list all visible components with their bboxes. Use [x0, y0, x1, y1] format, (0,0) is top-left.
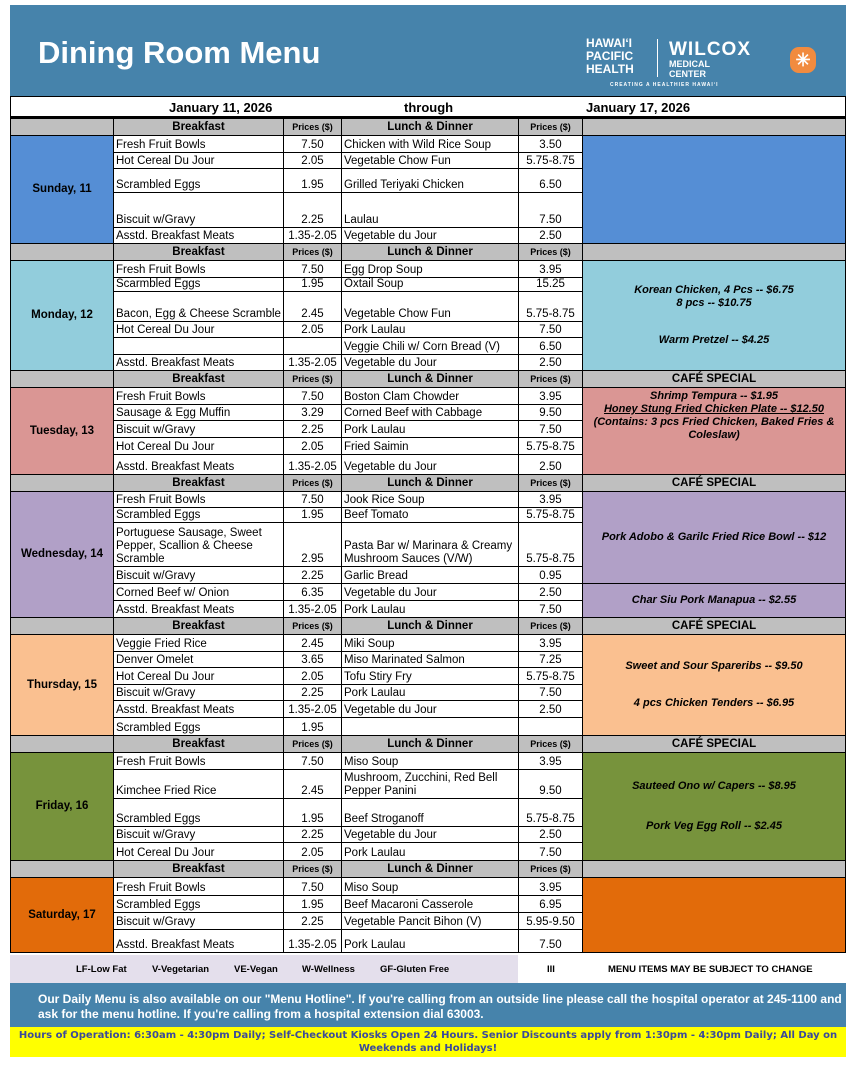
menu-row — [11, 584, 846, 601]
lunch-item: Egg Drop Soup — [342, 261, 519, 278]
lunch-item: Fried Saimin — [342, 438, 519, 455]
breakfast-price: 2.25 — [284, 567, 342, 584]
breakfast-price: 1.95 — [284, 718, 342, 736]
lunch-price — [519, 718, 583, 736]
lunch-price: 5.75-8.75 — [519, 153, 583, 169]
breakfast-price: 2.25 — [284, 193, 342, 228]
special-item: Sweet and Sour Spareribs -- $9.50 — [625, 659, 803, 672]
legend-item: W-Wellness — [302, 964, 355, 975]
lunch-dinner-heading: Lunch & Dinner — [342, 371, 519, 388]
lunch-item: Pork Laulau — [342, 421, 519, 438]
prices-heading: Prices ($) — [519, 244, 583, 261]
date-range — [10, 96, 846, 118]
lunch-price: 3.95 — [519, 635, 583, 652]
lunch-price: 5.75-8.75 — [519, 668, 583, 685]
lunch-item: Vegetable Chow Fun — [342, 292, 519, 322]
logo-mark-icon: ✳ — [790, 47, 816, 73]
lunch-price: 6.95 — [519, 896, 583, 913]
cafe-special-heading: CAFÉ SPECIAL — [583, 618, 846, 635]
breakfast-price: 1.95 — [284, 799, 342, 827]
breakfast-item: Biscuit w/Gravy — [114, 827, 284, 843]
lunch-item: Miso Soup — [342, 753, 519, 770]
menu-table — [10, 118, 846, 953]
lunch-dinner-heading: Lunch & Dinner — [342, 119, 519, 136]
prices-heading: Prices ($) — [284, 475, 342, 492]
header-blank — [11, 244, 114, 261]
lunch-price: 7.50 — [519, 685, 583, 701]
breakfast-price: 1.35-2.05 — [284, 355, 342, 371]
breakfast-price: 2.45 — [284, 635, 342, 652]
breakfast-item: Scrambled Eggs — [114, 169, 284, 193]
day-label: Sunday, 11 — [11, 136, 114, 244]
lunch-item: Vegetable du Jour — [342, 355, 519, 371]
breakfast-item: Biscuit w/Gravy — [114, 685, 284, 701]
prices-heading: Prices ($) — [284, 244, 342, 261]
breakfast-price: 2.25 — [284, 685, 342, 701]
breakfast-price: 2.05 — [284, 668, 342, 685]
breakfast-item: Fresh Fruit Bowls — [114, 388, 284, 405]
lunch-price: 2.50 — [519, 701, 583, 718]
breakfast-price: 2.05 — [284, 438, 342, 455]
legend — [10, 955, 518, 983]
menu-row — [11, 753, 846, 770]
lunch-dinner-heading: Lunch & Dinner — [342, 861, 519, 878]
breakfast-item: Asstd. Breakfast Meats — [114, 930, 284, 953]
special-item: Warm Pretzel -- $4.25 — [658, 333, 770, 346]
breakfast-heading: Breakfast — [114, 736, 284, 753]
day-label: Friday, 16 — [11, 753, 114, 861]
day-label: Saturday, 17 — [11, 878, 114, 953]
breakfast-item: Fresh Fruit Bowls — [114, 136, 284, 153]
section-header-row — [11, 119, 846, 136]
breakfast-heading: Breakfast — [114, 119, 284, 136]
legend-item: VE-Vegan — [234, 964, 278, 975]
breakfast-item: Bacon, Egg & Cheese Scramble — [114, 292, 284, 322]
lunch-price: 2.50 — [519, 827, 583, 843]
special-item: Pork Adobo & Garilc Fried Rice Bowl -- $12 — [601, 531, 827, 543]
special-item: (Contains: 3 pcs Fried Chicken, Baked Fries & Coleslaw) — [593, 416, 835, 441]
lunch-price: 7.25 — [519, 652, 583, 668]
breakfast-heading: Breakfast — [114, 618, 284, 635]
breakfast-price: 2.45 — [284, 770, 342, 799]
special-cell — [583, 388, 846, 475]
section-header-row — [11, 861, 846, 878]
lunch-item: Mushroom, Zucchini, Red Bell Pepper Panini — [342, 770, 519, 799]
section-header-row — [11, 371, 846, 388]
section-header-row — [11, 244, 846, 261]
breakfast-item: Asstd. Breakfast Meats — [114, 355, 284, 371]
lunch-item: Oxtail Soup — [342, 278, 519, 292]
breakfast-price: 1.95 — [284, 896, 342, 913]
breakfast-item: Biscuit w/Gravy — [114, 421, 284, 438]
special-item: Shrimp Tempura -- $1.95 — [650, 390, 778, 402]
special-list — [583, 388, 845, 474]
breakfast-item: Veggie Fried Rice — [114, 635, 284, 652]
notice-area — [518, 955, 846, 983]
menu-row — [11, 635, 846, 652]
prices-heading: Prices ($) — [519, 119, 583, 136]
breakfast-item: Scrambled Eggs — [114, 896, 284, 913]
breakfast-item: Fresh Fruit Bowls — [114, 261, 284, 278]
lunch-price: 7.50 — [519, 322, 583, 338]
header-blank — [11, 736, 114, 753]
breakfast-price: 7.50 — [284, 492, 342, 508]
menu-row — [11, 388, 846, 405]
lunch-price: 3.95 — [519, 753, 583, 770]
header-blank — [11, 475, 114, 492]
breakfast-price: 1.35-2.05 — [284, 228, 342, 244]
breakfast-price: 6.35 — [284, 584, 342, 601]
lunch-price: 9.50 — [519, 405, 583, 421]
special-cell — [583, 261, 846, 371]
special-list — [583, 584, 845, 617]
special-item: Char Siu Pork Manapua -- $2.55 — [631, 594, 797, 606]
breakfast-price: 7.50 — [284, 753, 342, 770]
breakfast-price: 7.50 — [284, 136, 342, 153]
day-label: Monday, 12 — [11, 261, 114, 371]
lunch-item: Corned Beef with Cabbage — [342, 405, 519, 421]
menu-row — [11, 261, 846, 278]
special-cell — [583, 136, 846, 244]
breakfast-item: Hot Cereal Du Jour — [114, 153, 284, 169]
logo-divider — [657, 39, 658, 77]
breakfast-item: Denver Omelet — [114, 652, 284, 668]
lunch-item: Tofu Stiry Fry — [342, 668, 519, 685]
prices-heading: Prices ($) — [519, 618, 583, 635]
breakfast-item: Biscuit w/Gravy — [114, 913, 284, 930]
special-cell — [583, 878, 846, 953]
logo-sub: MEDICAL CENTER — [669, 59, 710, 79]
lunch-price: 9.50 — [519, 770, 583, 799]
change-notice: MENU ITEMS MAY BE SUBJECT TO CHANGE — [608, 964, 813, 975]
section-header-row — [11, 475, 846, 492]
special-cell — [583, 753, 846, 861]
breakfast-item: Biscuit w/Gravy — [114, 193, 284, 228]
breakfast-item: Fresh Fruit Bowls — [114, 492, 284, 508]
lunch-item: Jook Rice Soup — [342, 492, 519, 508]
legend-item: GF-Gluten Free — [380, 964, 450, 975]
breakfast-price: 1.35-2.05 — [284, 601, 342, 618]
breakfast-price — [284, 338, 342, 355]
breakfast-price: 3.29 — [284, 405, 342, 421]
breakfast-item: Biscuit w/Gravy — [114, 567, 284, 584]
special-item: Sauteed Ono w/ Capers -- $8.95 — [632, 780, 796, 792]
breakfast-item: Hot Cereal Du Jour — [114, 843, 284, 861]
lunch-price: 15.25 — [519, 278, 583, 292]
lunch-price: 5.75-8.75 — [519, 508, 583, 523]
cafe-special-heading — [583, 119, 846, 136]
cafe-special-heading: CAFÉ SPECIAL — [583, 475, 846, 492]
breakfast-item: Scrambled Eggs — [114, 508, 284, 523]
special-cell — [583, 492, 846, 584]
lunch-item: Garlic Bread — [342, 567, 519, 584]
cafe-special-heading — [583, 861, 846, 878]
breakfast-heading: Breakfast — [114, 244, 284, 261]
lunch-price: 3.50 — [519, 136, 583, 153]
section-header-row — [11, 736, 846, 753]
breakfast-item: Asstd. Breakfast Meats — [114, 455, 284, 475]
lunch-dinner-heading: Lunch & Dinner — [342, 475, 519, 492]
lunch-price: 7.50 — [519, 193, 583, 228]
breakfast-item: Sausage & Egg Muffin — [114, 405, 284, 421]
breakfast-price: 7.50 — [284, 388, 342, 405]
lunch-item: Vegetable Chow Fun — [342, 153, 519, 169]
lunch-price: 2.50 — [519, 228, 583, 244]
lunch-item: Chicken with Wild Rice Soup — [342, 136, 519, 153]
lunch-item: Laulau — [342, 193, 519, 228]
header-blank — [11, 119, 114, 136]
breakfast-price: 2.25 — [284, 827, 342, 843]
lunch-price: 0.95 — [519, 567, 583, 584]
menu-row — [11, 136, 846, 153]
lunch-item: Boston Clam Chowder — [342, 388, 519, 405]
breakfast-item: Hot Cereal Du Jour — [114, 668, 284, 685]
breakfast-price: 2.05 — [284, 322, 342, 338]
lunch-price: 3.95 — [519, 261, 583, 278]
special-list — [583, 492, 845, 583]
lunch-price: 7.50 — [519, 930, 583, 953]
lunch-item: Grilled Teriyaki Chicken — [342, 169, 519, 193]
breakfast-price: 2.45 — [284, 292, 342, 322]
lunch-price: 6.50 — [519, 169, 583, 193]
prices-heading: Prices ($) — [519, 371, 583, 388]
header-blank — [11, 371, 114, 388]
prices-heading: Prices ($) — [284, 618, 342, 635]
breakfast-item: Asstd. Breakfast Meats — [114, 701, 284, 718]
lunch-dinner-heading: Lunch & Dinner — [342, 736, 519, 753]
lunch-price: 7.50 — [519, 843, 583, 861]
breakfast-item — [114, 338, 284, 355]
breakfast-heading: Breakfast — [114, 371, 284, 388]
lunch-item: Beef Tomato — [342, 508, 519, 523]
section-header-row — [11, 618, 846, 635]
cafe-special-heading: CAFÉ SPECIAL — [583, 371, 846, 388]
lunch-price: 7.50 — [519, 601, 583, 618]
menu-row — [11, 492, 846, 508]
lunch-price: 2.50 — [519, 584, 583, 601]
breakfast-item: Fresh Fruit Bowls — [114, 753, 284, 770]
lunch-price: 5.75-8.75 — [519, 523, 583, 567]
lunch-price: 2.50 — [519, 455, 583, 475]
breakfast-price: 2.25 — [284, 421, 342, 438]
lunch-item: Beef Stroganoff — [342, 799, 519, 827]
breakfast-heading: Breakfast — [114, 475, 284, 492]
breakfast-item: Corned Beef w/ Onion — [114, 584, 284, 601]
day-label: Thursday, 15 — [11, 635, 114, 736]
breakfast-price: 3.65 — [284, 652, 342, 668]
lunch-item: Pork Laulau — [342, 322, 519, 338]
breakfast-price: 2.25 — [284, 913, 342, 930]
lunch-item: Vegetable du Jour — [342, 584, 519, 601]
breakfast-price: 1.95 — [284, 278, 342, 292]
lunch-price: 5.75-8.75 — [519, 292, 583, 322]
breakfast-price: 1.35-2.05 — [284, 701, 342, 718]
menu-hotline-info: Our Daily Menu is also available on our "Menu Hotline". If you're calling from an outside line please call the hospital operator at 245-1100 and ask for the menu hotline. If you're calling from a hospital extension dial 63003. — [10, 983, 846, 1027]
breakfast-item: Scrambled Eggs — [114, 799, 284, 827]
special-item: Korean Chicken, 4 Pcs -- $6.75 8 pcs -- $10.75 — [634, 284, 794, 310]
breakfast-item: Scarmbled Eggs — [114, 278, 284, 292]
through-label: through — [404, 100, 454, 115]
lunch-item: Pork Laulau — [342, 930, 519, 953]
breakfast-item: Hot Cereal Du Jour — [114, 322, 284, 338]
prices-heading: Prices ($) — [284, 736, 342, 753]
special-item: Pork Veg Egg Roll -- $2.45 — [646, 820, 782, 832]
header-blank — [11, 861, 114, 878]
lunch-item: Vegetable du Jour — [342, 228, 519, 244]
lunch-item: Beef Macaroni Casserole — [342, 896, 519, 913]
prices-heading: Prices ($) — [519, 736, 583, 753]
menu-row — [11, 878, 846, 896]
lunch-item: Vegetable du Jour — [342, 701, 519, 718]
day-label: Wednesday, 14 — [11, 492, 114, 618]
logo-name: WILCOX — [669, 39, 751, 60]
lunch-price: 2.50 — [519, 355, 583, 371]
breakfast-price: 2.05 — [284, 153, 342, 169]
breakfast-price: 2.05 — [284, 843, 342, 861]
breakfast-item: Kimchee Fried Rice — [114, 770, 284, 799]
start-date: January 11, 2026 — [169, 100, 273, 115]
lunch-dinner-heading: Lunch & Dinner — [342, 618, 519, 635]
legend-item: LF-Low Fat — [76, 964, 127, 975]
prices-heading: Prices ($) — [284, 119, 342, 136]
lunch-item — [342, 718, 519, 736]
breakfast-price: 1.95 — [284, 508, 342, 523]
lunch-price: 3.95 — [519, 878, 583, 896]
special-list — [583, 635, 845, 735]
breakfast-price: 7.50 — [284, 878, 342, 896]
lunch-item: Miki Soup — [342, 635, 519, 652]
breakfast-item: Scrambled Eggs — [114, 718, 284, 736]
prices-heading: Prices ($) — [519, 475, 583, 492]
breakfast-price: 2.95 — [284, 523, 342, 567]
lunch-price: 6.50 — [519, 338, 583, 355]
special-item: 4 pcs Chicken Tenders -- $6.95 — [633, 697, 795, 710]
lunch-item: Vegetable du Jour — [342, 827, 519, 843]
breakfast-item: Asstd. Breakfast Meats — [114, 601, 284, 618]
breakfast-item: Hot Cereal Du Jour — [114, 438, 284, 455]
breakfast-price: 1.35-2.05 — [284, 455, 342, 475]
breakfast-price: 7.50 — [284, 261, 342, 278]
day-label: Tuesday, 13 — [11, 388, 114, 475]
special-list — [583, 753, 845, 860]
header-blank — [11, 618, 114, 635]
prices-heading: Prices ($) — [284, 371, 342, 388]
breakfast-item: Portuguese Sausage, Sweet Pepper, Scallion & Cheese Scramble — [114, 523, 284, 567]
breakfast-heading: Breakfast — [114, 861, 284, 878]
hours-of-operation: Hours of Operation: 6:30am - 4:30pm Daily; Self-Checkout Kiosks Open 24 Hours. Senior Discounts apply from 1:30pm - 4:30pm Daily; All Day on Weekends and Holidays! — [10, 1027, 846, 1057]
breakfast-item: Asstd. Breakfast Meats — [114, 228, 284, 244]
special-cell — [583, 584, 846, 618]
lunch-item: Miso Marinated Salmon — [342, 652, 519, 668]
lunch-item: Vegetable du Jour — [342, 455, 519, 475]
cafe-special-heading — [583, 244, 846, 261]
lunch-item: Pork Laulau — [342, 601, 519, 618]
lunch-price: 5.95-9.50 — [519, 913, 583, 930]
logo-hph: HAWAIʻI PACIFIC HEALTH — [586, 36, 634, 76]
cafe-special-heading: CAFÉ SPECIAL — [583, 736, 846, 753]
lunch-price: 3.95 — [519, 492, 583, 508]
lunch-price: 3.95 — [519, 388, 583, 405]
special-cell — [583, 635, 846, 736]
lunch-item: Miso Soup — [342, 878, 519, 896]
lunch-item: Pork Laulau — [342, 685, 519, 701]
special-item: Honey Stung Fried Chicken Plate -- $12.50 — [603, 403, 825, 415]
page-header — [10, 5, 846, 96]
lunch-item: Pasta Bar w/ Marinara & Creamy Mushroom Sauces (V/W) — [342, 523, 519, 567]
lunch-item: Vegetable Pancit Bihon (V) — [342, 913, 519, 930]
legend-item: V-Vegetarian — [152, 964, 210, 975]
logo-tagline: CREATING A HEALTHIER HAWAIʻI — [610, 82, 719, 88]
legend-mark: III — [547, 964, 555, 975]
lunch-dinner-heading: Lunch & Dinner — [342, 244, 519, 261]
end-date: January 17, 2026 — [586, 100, 691, 115]
breakfast-price: 1.35-2.05 — [284, 930, 342, 953]
lunch-item: Pork Laulau — [342, 843, 519, 861]
lunch-price: 5.75-8.75 — [519, 799, 583, 827]
prices-heading: Prices ($) — [519, 861, 583, 878]
lunch-price: 7.50 — [519, 421, 583, 438]
breakfast-item: Fresh Fruit Bowls — [114, 878, 284, 896]
lunch-item: Veggie Chili w/ Corn Bread (V) — [342, 338, 519, 355]
special-list — [583, 261, 845, 370]
breakfast-price: 1.95 — [284, 169, 342, 193]
page-title: Dining Room Menu — [38, 35, 321, 70]
prices-heading: Prices ($) — [284, 861, 342, 878]
lunch-price: 5.75-8.75 — [519, 438, 583, 455]
